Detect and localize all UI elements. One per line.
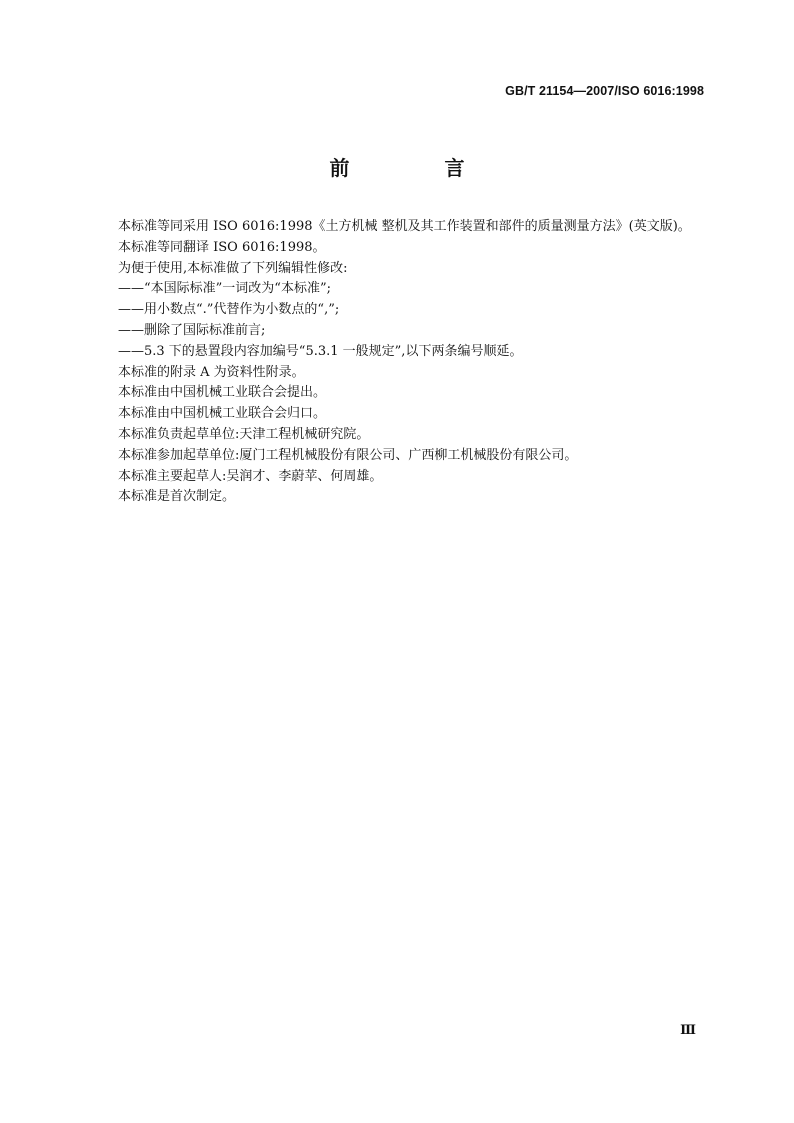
- paragraph-translation: 本标准等同翻译 ISO 6016:1998。: [118, 239, 326, 255]
- paragraph-edits-intro: 为便于使用,本标准做了下列编辑性修改:: [118, 260, 348, 276]
- paragraph-under-jurisdiction: 本标准由中国机械工业联合会归口。: [118, 406, 327, 422]
- list-item-edit-1: ——“本国际标准”一词改为“本标准”;: [118, 281, 331, 297]
- page-number: Ⅲ: [680, 1022, 696, 1037]
- standard-code-header: GB/T 21154—2007/ISO 6016:1998: [505, 84, 704, 98]
- page-title: 前 言: [329, 156, 509, 180]
- paragraph-drafting-unit: 本标准负责起草单位:天津工程机械研究院。: [118, 426, 370, 442]
- paragraph-drafters: 本标准主要起草人:吴润才、李蔚苹、何周雄。: [118, 468, 383, 484]
- paragraph-adoption: 本标准等同采用 ISO 6016:1998《土方机械 整机及其工作装置和部件的质量测量方法》(英文版)。: [118, 219, 691, 234]
- paragraph-annex: 本标准的附录 A 为资料性附录。: [118, 364, 305, 380]
- list-item-edit-3: ——删除了国际标准前言;: [118, 322, 266, 338]
- paragraph-proposed-by: 本标准由中国机械工业联合会提出。: [118, 385, 327, 401]
- paragraph-participating-units: 本标准参加起草单位:厦门工程机械股份有限公司、广西柳工机械股份有限公司。: [118, 447, 578, 463]
- list-item-edit-4: ——5.3 下的悬置段内容加编号“5.3.1 一般规定”,以下两条编号顺延。: [118, 343, 523, 359]
- paragraph-first-edition: 本标准是首次制定。: [118, 489, 236, 505]
- foreword-body: [92, 217, 706, 508]
- list-item-edit-2: ——用小数点“.”代替作为小数点的“,”;: [118, 302, 340, 318]
